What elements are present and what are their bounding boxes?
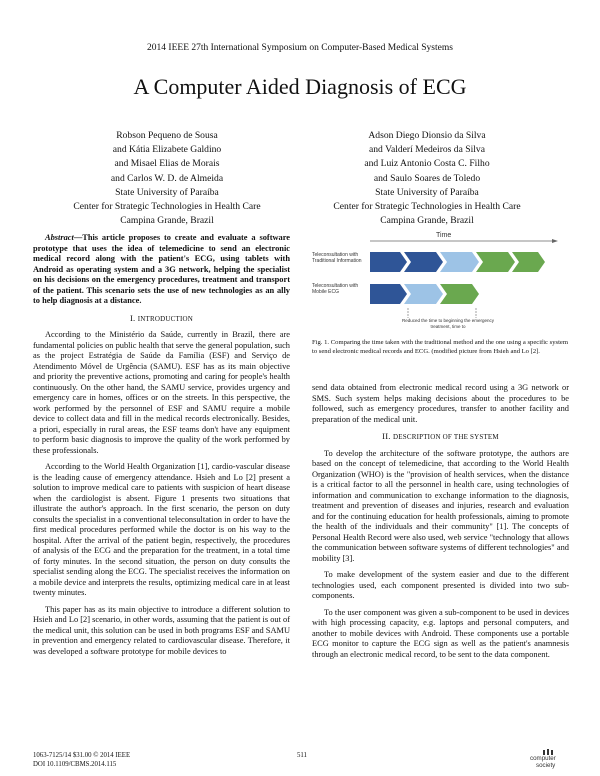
paragraph: According to the World Health Organization [1], cardio-vascular disease is the leading cause of emergency attendance. Hsieh and Lo [2] present a solution to improve medical care to patients with suspicion of heart disease when the cardiologist is absent. Figure 1 presents two situations that illustrate the author's approach. In the first scenario, the person on duty consults the specialist in a conventional teleconsultation in order to have the first medical procedures performed while the doctor is on his way to the hospital. After the arrival of the patient begin, respectively, the procedures of analysis of the ECG and the preparation for the treatment, in a total time of forty minutes. In the second situation, the person on duty consults the specialist sending along the ECG. The specialist receives the information on a mobile device and interprets the results, optimizing medical care in at least twenty minutes.	[33, 462, 290, 597]
abstract-label: Abstract	[45, 233, 74, 242]
flow-arrow	[404, 284, 443, 304]
affiliation-line: Campina Grande, Brazil	[120, 215, 214, 227]
paragraph: To make development of the system easier and due to the different technologies used, each component presented is divided into two sub-components.	[312, 570, 569, 600]
bottom-label: Reduced the time to beginning the emergency treatment, time to	[401, 318, 495, 329]
conference-header: 2014 IEEE 27th International Symposium on Computer-Based Medical Systems	[147, 43, 453, 53]
footer-issn: 1063-7125/14 $31.00 © 2014 IEEE	[33, 752, 131, 759]
section-number: I.	[129, 312, 136, 323]
author-line: and Saulo Soares de Toledo	[373, 172, 481, 184]
author-line: and Kátia Elizabete Galdino	[112, 144, 222, 156]
figure-1	[312, 228, 568, 334]
affiliation-line: Center for Strategic Technologies in Health Care	[73, 201, 261, 213]
author-line: and Valderí Medeiros da Silva	[369, 144, 485, 156]
abstract-text: —This article proposes to create and evaluate a software prototype that uses the idea of telemedicine to send an electronic medical record along with the patient's ECG, using tablets with Android as operating system and a 3G network, helping the specialist on his decisions on the emergency procedures, treatment and transport of the patient. This scenario sets the use of new technologies as an ally to help diagnosis at a distance.	[33, 233, 290, 305]
paragraph: To the user component was given a sub-component to be used in devices with high processing capacity, e.g. laptops and personal computers, and another to mobile devices with Android. These components use a portable ECG monitor to capture the ECG sign as well as the patient's anamnesis through an electronic medical record, to be sent to the data component.	[312, 607, 569, 659]
paragraph: According to the Ministério da Saúde, currently in Brazil, there are fundamental policies on public health that serve the general population, such as the project Estratégia de Saúde da Família (ESF) and Serviço de Atendimento Móvel de Urgência (SAMU). ESF has as its main objective and priority the preventive actions, promoting and caring for people's health continuously. On the other hand, the SAMU service, provides urgency and emergency care in homes, offices or on the streets. In this perspective, the work performed by the personnel of ESF and SAMU require a mobile device to collect data and fill in the medical records electronically. Besides, a priori, especially in rural areas, the ESF teams don't have any equipment to perform basic diagnosis to improve the quality of the work performed by these professionals.	[33, 330, 290, 455]
section-heading-introduction	[33, 313, 290, 325]
time-arrow	[552, 239, 558, 243]
paragraph: This paper has as its main objective to introduce a different solution to Hsieh and Lo [2] scenario, in other words, assuming that the patient is out of the medical unit, this solution can be used in both programs ESF and SAMU in prevention and emergency related to cardiovascular disease. Therefore, it was developed a software prototype for mobile devices to	[33, 604, 290, 656]
paragraph: send data obtained from electronic medical record using a 3G network or SMS. Such system helps making decisions about the procedures to be followed, such as emergency procedures, transfer to another facility and preparation of the medical unit.	[312, 383, 569, 424]
section-heading-description	[312, 431, 569, 443]
author-line: Robson Pequeno de Sousa	[116, 130, 218, 141]
page-number: 511	[297, 752, 307, 759]
paper-title: A Computer Aided Diagnosis of ECG	[133, 74, 467, 99]
right-column	[312, 383, 569, 666]
row2-label: Teleconsultation with Mobile ECG	[312, 283, 359, 295]
time-label: Time	[436, 232, 452, 239]
affiliation-line: Campina Grande, Brazil	[380, 215, 474, 227]
figure-diagram	[312, 228, 568, 334]
footer-copyright	[33, 752, 130, 769]
logo-line: computer	[530, 755, 556, 762]
flow-arrow	[370, 252, 407, 272]
section-number: II.	[382, 431, 391, 441]
authors-right	[322, 129, 532, 228]
row1-label-box	[312, 252, 368, 282]
author-line: Adson Diego Dionsio da Silva	[368, 130, 486, 141]
row1-label: Teleconsultation with Traditional Information	[312, 252, 362, 264]
logo-line: society	[536, 761, 556, 769]
paragraph: To develop the architecture of the software prototype, the authors are based on the concept of telemedicine, that according to the World Health Organization (WHO) is the "provision of health services, when the distance is a critical factor to all the personnel in health care, using technologies of information and communication to exchange information to the diagnosis, treatment and prevention of diseases and injuries, research and evaluation and for the continuing education for health professionals, aiming to promote the health of the individuals and their community" [1]. The concepts of Personal Health Record were also used, web service "technology that allows the communication between software systems of different technologies" and mobility [3].	[312, 448, 569, 563]
author-line: and Carlos W. D. de Almeida	[110, 172, 224, 184]
affiliation-line: State University of Paraíba	[375, 186, 479, 198]
author-line: and Luiz Antonio Costa C. Filho	[364, 158, 490, 170]
authors-left	[62, 129, 272, 228]
flow-arrow	[476, 252, 515, 272]
author-line: and Misael Elias de Morais	[114, 158, 220, 170]
section-title: INTRODUCTION	[137, 314, 194, 323]
computer-society-logo	[528, 748, 570, 770]
flow-arrow	[440, 252, 479, 272]
flow-arrow	[404, 252, 443, 272]
row2-label-box	[312, 283, 368, 313]
flow-arrow	[512, 252, 545, 272]
affiliation-line: Center for Strategic Technologies in Health Care	[333, 201, 521, 213]
flow-arrow	[370, 284, 407, 304]
footer-doi: DOI 10.1109/CBMS.2014.115	[33, 760, 117, 768]
left-column	[33, 233, 290, 663]
abstract	[33, 233, 290, 307]
bottom-label-box	[400, 318, 496, 334]
affiliation-line: State University of Paraíba	[115, 186, 219, 198]
section-title: DESCRIPTION OF THE SYSTEM	[393, 433, 499, 441]
flow-arrow	[440, 284, 479, 304]
logo-text	[530, 756, 556, 769]
figure-caption: Fig. 1. Comparing the time taken with the traditional method and the one using a specific system to send electronic medical records and ECG. (modified picture from Hsieh and Lo [2].	[312, 339, 568, 355]
